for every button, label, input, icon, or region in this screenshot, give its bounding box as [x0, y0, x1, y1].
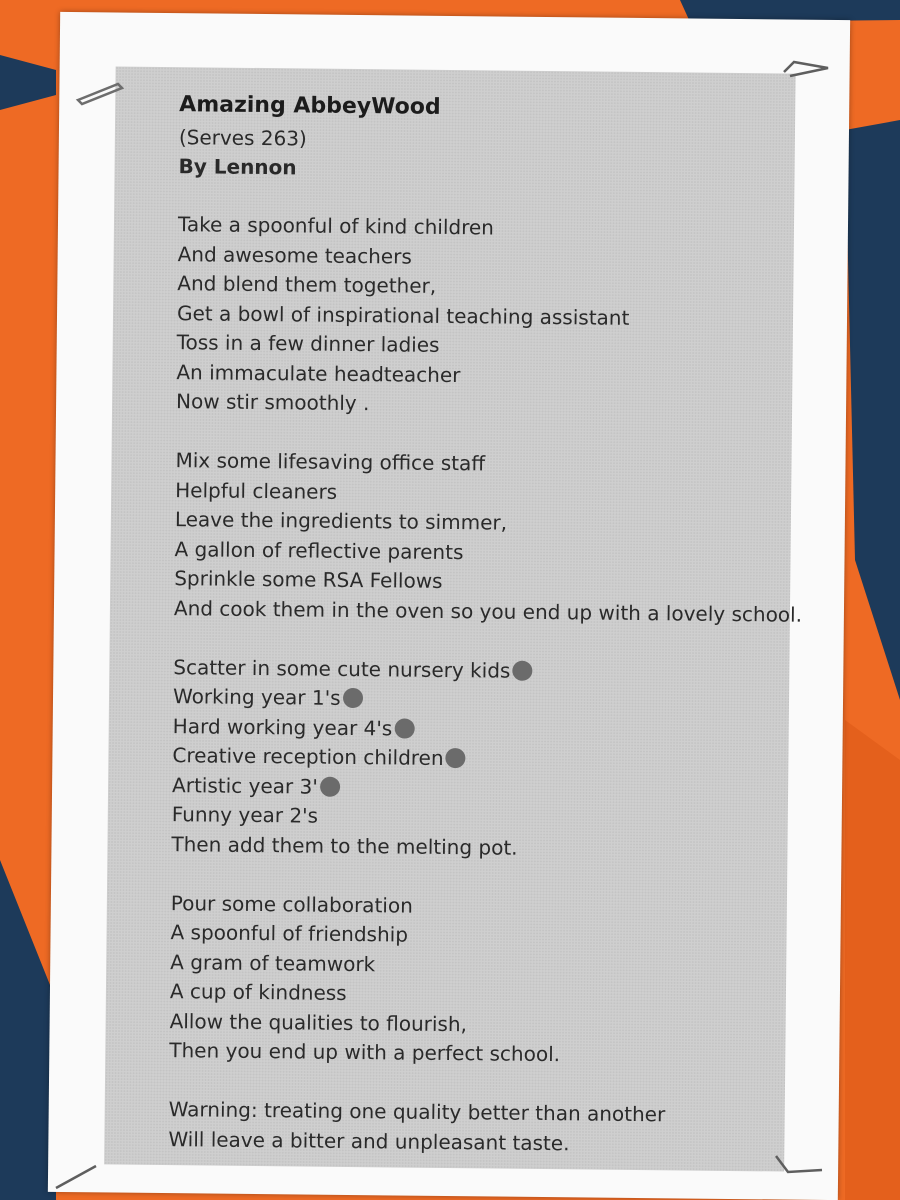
- poem-stanza: [169, 889, 791, 1072]
- poem-line-text: Toss in a few dinner ladies: [176, 330, 440, 357]
- poem-line-text: Mix some lifesaving office staff: [175, 448, 486, 476]
- poem-stanza: [176, 210, 798, 423]
- poem-title: Amazing AbbeyWood: [179, 92, 441, 120]
- paperclip-icon: [52, 1160, 102, 1194]
- star-struck-icon: [446, 748, 466, 768]
- printed-area: [104, 66, 803, 1171]
- poem-sheet: [48, 12, 850, 1200]
- poem-line: [171, 830, 791, 866]
- poem-line: [176, 387, 796, 423]
- poem-line: [173, 594, 803, 630]
- poem-line-text: A cup of kindness: [169, 979, 347, 1005]
- navy-strip-left-top: [0, 55, 56, 110]
- paperclip-icon: [780, 58, 832, 84]
- poem-line-text: Then you end up with a perfect school.: [169, 1038, 561, 1067]
- poem-line: [169, 1036, 789, 1072]
- poem-serves: (Serves 263): [178, 125, 307, 151]
- poem-line-text: Funny year 2's: [171, 802, 319, 828]
- navy-strip-right: [845, 120, 900, 700]
- poem-line-text: Get a bowl of inspirational teaching assistant: [176, 300, 630, 330]
- poem-line-text: Warning: treating one quality better than another: [168, 1097, 666, 1127]
- poem-line-text: An immaculate headteacher: [176, 359, 461, 387]
- poem-line-text: A gallon of reflective parents: [174, 536, 464, 564]
- poem-line: [168, 1125, 788, 1161]
- poem-line-text: Take a spoonful of kind children: [177, 212, 495, 240]
- poem-line-text: And blend them together,: [177, 271, 437, 298]
- poem-line-text: And awesome teachers: [177, 241, 412, 269]
- tired-face-icon: [394, 718, 414, 738]
- thinking-face-icon: [320, 776, 340, 796]
- poem-line-text: Scatter in some cute nursery kids: [173, 654, 511, 683]
- paperclip-icon: [74, 78, 126, 108]
- paperclip-icon: [770, 1150, 826, 1180]
- nerd-face-icon: [342, 688, 362, 708]
- poem-line-text: Working year 1's: [172, 684, 341, 710]
- poem-author: By Lennon: [178, 154, 297, 180]
- poem-stanzas: [168, 210, 803, 1160]
- poem-line-text: Will leave a bitter and unpleasant taste.: [168, 1126, 570, 1155]
- poem-line-text: And cook them in the oven so you end up with a lovely school.: [173, 595, 803, 627]
- poem-line-text: Creative reception children: [172, 743, 444, 770]
- poem-line-text: Leave the ingredients to simmer,: [174, 507, 508, 535]
- poem-line-text: Helpful cleaners: [175, 477, 338, 504]
- poem-line-text: Hard working year 4's: [172, 713, 393, 740]
- orange-strip-bottom-right: [845, 720, 900, 1200]
- smiling-face-icon: [512, 660, 532, 680]
- poem-stanza: [173, 446, 803, 629]
- poem-line-text: Sprinkle some RSA Fellows: [174, 566, 443, 593]
- poem-line-text: Artistic year 3': [171, 772, 318, 799]
- poem-line-text: A spoonful of friendship: [170, 920, 409, 947]
- poem-line-text: A gram of teamwork: [170, 949, 376, 976]
- poem-line-text: Then add them to the melting pot.: [171, 831, 518, 860]
- poem-text: [168, 67, 803, 1190]
- poem-stanza: [171, 653, 793, 866]
- poem-line-text: Allow the qualities to flourish,: [169, 1008, 468, 1036]
- poem-line-text: Pour some collaboration: [170, 890, 413, 918]
- poem-line-text: Now stir smoothly .: [176, 389, 370, 416]
- poem-stanza: [168, 1095, 789, 1160]
